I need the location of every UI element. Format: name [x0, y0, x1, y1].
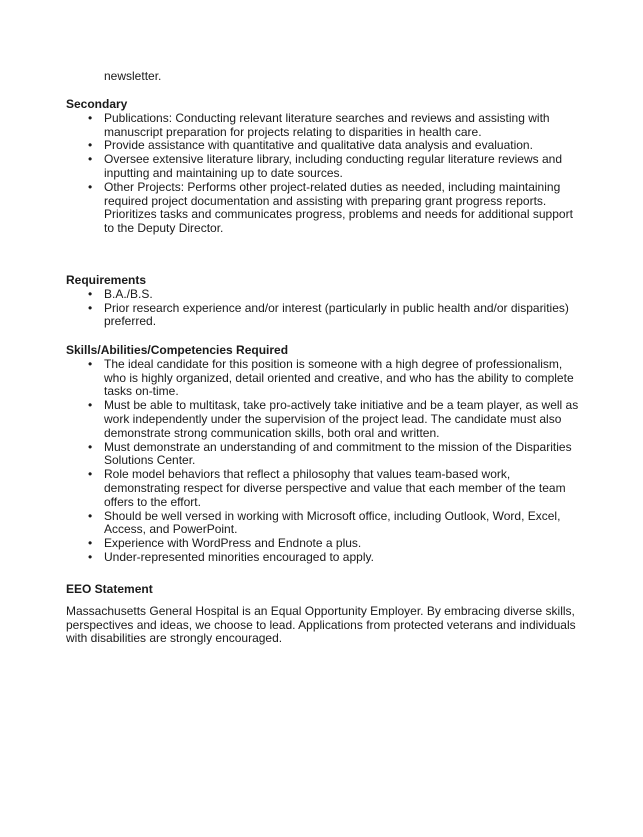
- secondary-section: [66, 98, 586, 236]
- requirements-section: [66, 274, 586, 329]
- requirements-list: [66, 288, 586, 329]
- skills-heading: Skills/Abilities/Competencies Required: [66, 343, 289, 357]
- skills-section: [66, 344, 586, 565]
- skills-list: [66, 358, 586, 565]
- list-item: • Role model behaviors that reflect a philosophy that values team-based work, demonstrating respect for diverse perspective and value that each member of the team offers to the effort.: [66, 468, 586, 509]
- secondary-heading: Secondary: [66, 97, 128, 111]
- eeo-section: [66, 583, 586, 646]
- list-item: • Provide assistance with quantitative and qualitative data analysis and evaluation.: [66, 139, 586, 153]
- eeo-statement: Massachusetts General Hospital is an Equal Opportunity Employer. By embracing diverse skills, perspectives and ideas, we choose to lead. Applications from protected veterans and individuals with disabilities are strongly encouraged.: [66, 603, 576, 646]
- list-item: • Must be able to multitask, take pro-actively take initiative and be a team player, as well as work independently under the supervision of the project lead. The candidate must also demonstrate strong communication skills, both oral and written.: [66, 399, 586, 440]
- list-item: • Should be well versed in working with Microsoft office, including Outlook, Word, Excel, Access, and PowerPoint.: [66, 510, 586, 538]
- list-item: • Oversee extensive literature library, including conducting regular literature reviews and inputting and maintaining up to date sources.: [66, 153, 586, 181]
- list-item: • B.A./B.S.: [66, 288, 586, 302]
- list-item: • Prior research experience and/or interest (particularly in public health and/or disparities) preferred.: [66, 302, 586, 330]
- list-item: • Publications: Conducting relevant literature searches and reviews and assisting with manuscript preparation for projects relating to disparities in health care.: [66, 112, 586, 140]
- list-item: • Other Projects: Performs other project-related duties as needed, including maintaining required project documentation and assisting with preparing grant progress reports. Prioritizes tasks and communicates progress, problems and needs for additional support to the Deputy Director.: [66, 181, 586, 236]
- list-item: • The ideal candidate for this position is someone with a high degree of professionalism, who is highly organized, detail oriented and creative, and who has the ability to complete tasks on-time.: [66, 358, 586, 399]
- requirements-heading: Requirements: [66, 273, 147, 287]
- list-item: • Must demonstrate an understanding of and commitment to the mission of the Disparities Solutions Center.: [66, 441, 586, 469]
- eeo-heading: EEO Statement: [66, 582, 153, 596]
- list-item: • Experience with WordPress and Endnote a plus.: [66, 537, 586, 551]
- list-item: • Under-represented minorities encouraged to apply.: [66, 551, 586, 565]
- continuation-text: newsletter.: [104, 69, 162, 83]
- secondary-list: [66, 112, 586, 236]
